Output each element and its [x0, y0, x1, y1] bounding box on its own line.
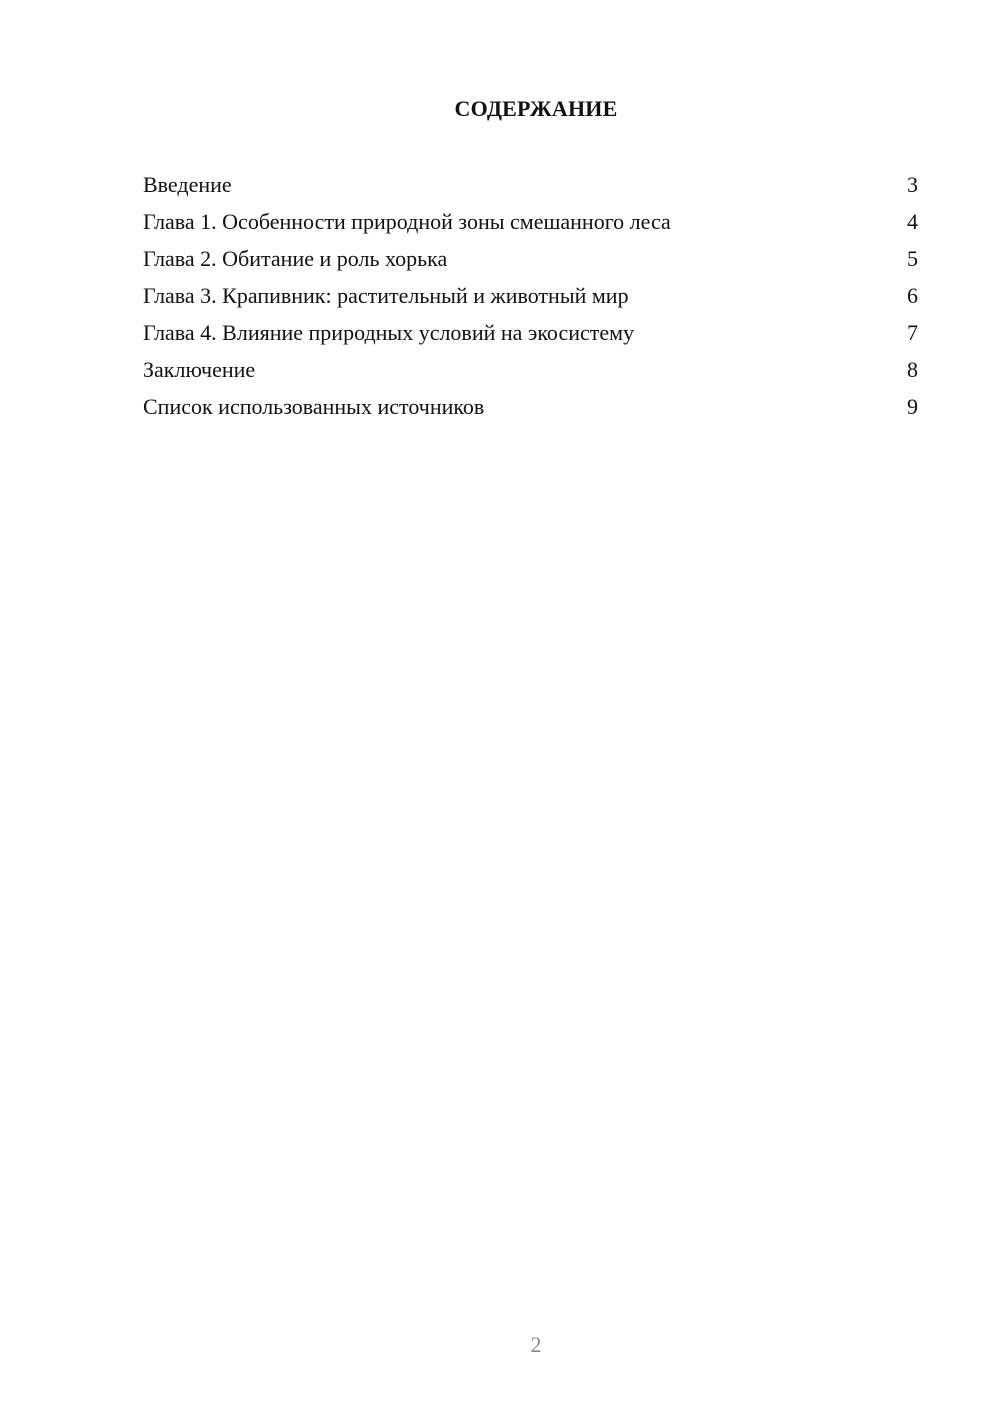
toc-entry-page: 4: [907, 209, 918, 234]
toc-entry-page: 5: [907, 246, 918, 271]
table-of-contents: [143, 168, 920, 427]
toc-entry-label: Глава 2. Обитание и роль хорька: [143, 246, 448, 271]
toc-entry-page: 9: [907, 394, 918, 419]
page-number: 2: [530, 1332, 542, 1357]
toc-entry-page: 7: [907, 320, 918, 345]
toc-entry-chapter-1: [143, 205, 920, 242]
toc-entry-introduction: [143, 168, 920, 205]
toc-entry-label: Введение: [143, 172, 232, 197]
toc-entry-page: 8: [907, 357, 918, 382]
toc-entry-chapter-2: [143, 242, 920, 279]
page-title: СОДЕРЖАНИЕ: [454, 96, 618, 121]
toc-entry-label: Список использованных источников: [143, 394, 485, 419]
toc-entry-label: Глава 1. Особенности природной зоны смешанного леса: [143, 209, 671, 234]
toc-entry-label: Глава 4. Влияние природных условий на экосистему: [143, 320, 635, 345]
toc-entry-conclusion: [143, 353, 920, 390]
toc-entry-chapter-4: [143, 316, 920, 353]
toc-entry-label: Глава 3. Крапивник: растительный и животный мир: [143, 283, 629, 308]
toc-entry-page: 6: [907, 283, 918, 308]
toc-entry-label: Заключение: [143, 357, 256, 382]
toc-entry-references: [143, 390, 920, 427]
toc-entry-chapter-3: [143, 279, 920, 316]
toc-entry-page: 3: [907, 172, 918, 197]
